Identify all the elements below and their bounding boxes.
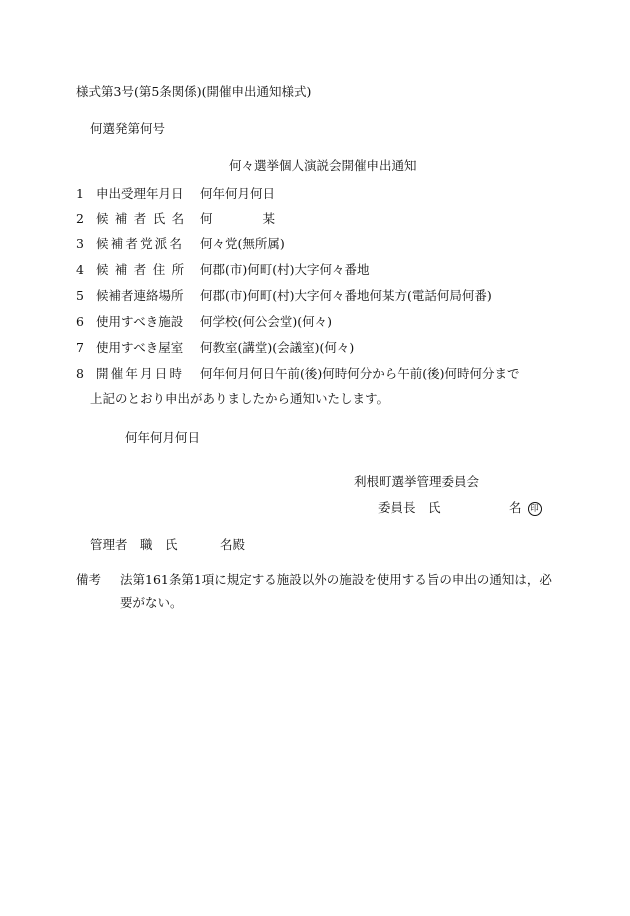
addressee-suffix: 名殿 [220,537,246,552]
addressee-role: 管理者 職 氏 [90,537,178,552]
item-number: 2 [76,211,84,226]
item-candidate-party [76,236,285,252]
item-number: 7 [76,340,84,355]
item-value: 何 某 [200,211,276,226]
item-number: 1 [76,186,84,201]
item-label: 候補者氏名 [96,211,191,226]
item-label: 開催年月日時 [96,366,185,381]
issue-date: 何年何月何日 [125,430,201,445]
issuer-name-char: 名 [509,500,522,515]
item-value: 何学校(何公会堂)(何々) [200,314,333,329]
issuer-organization: 利根町選挙管理委員会 [354,474,480,489]
closing-text: 上記のとおり申出がありましたから通知いたします。 [90,391,390,406]
item-value: 何々党(無所属) [200,236,285,251]
item-candidate-address [76,262,370,278]
item-facility [76,314,332,330]
seal-icon: 印 [528,502,542,516]
issuer-role: 委員長 氏 [378,500,441,515]
item-value: 何郡(市)何町(村)大字何々番地何某方(電話何局何番) [200,288,492,303]
remarks-label: 備考 [76,572,102,587]
item-value: 何教室(講堂)(会議室)(何々) [200,340,355,355]
item-number: 6 [76,314,84,329]
item-label: 候補者党派名 [96,236,185,251]
issuer-name-seal [509,500,542,516]
item-label: 申出受理年月日 [96,186,184,201]
item-room [76,340,354,356]
item-value: 何年何月何日 [200,186,276,201]
item-label: 使用すべき施設 [96,314,184,329]
item-label: 候補者連絡場所 [96,288,184,303]
item-value: 何年何月何日午前(後)何時何分から午前(後)何時何分まで [200,366,520,381]
item-value: 何郡(市)何町(村)大字何々番地 [200,262,370,277]
remarks-text: 法第161条第1項に規定する施設以外の施設を使用する旨の申出の通知は，必要がない。 [120,572,552,610]
item-number: 5 [76,288,84,303]
document-title: 何々選挙個人演説会開催申出通知 [229,158,417,173]
item-label: 使用すべき屋室 [96,340,184,355]
document-number: 何選発第何号 [90,121,166,136]
item-number: 8 [76,366,84,381]
item-candidate-name [76,211,275,227]
item-number: 3 [76,236,84,251]
item-label: 候補者住所 [96,262,191,277]
form-header: 様式第3号(第5条関係)(開催申出通知様式) [76,84,312,99]
item-contact-place [76,288,492,304]
item-datetime [76,366,520,382]
item-receipt-date [76,186,275,202]
item-number: 4 [76,262,84,277]
